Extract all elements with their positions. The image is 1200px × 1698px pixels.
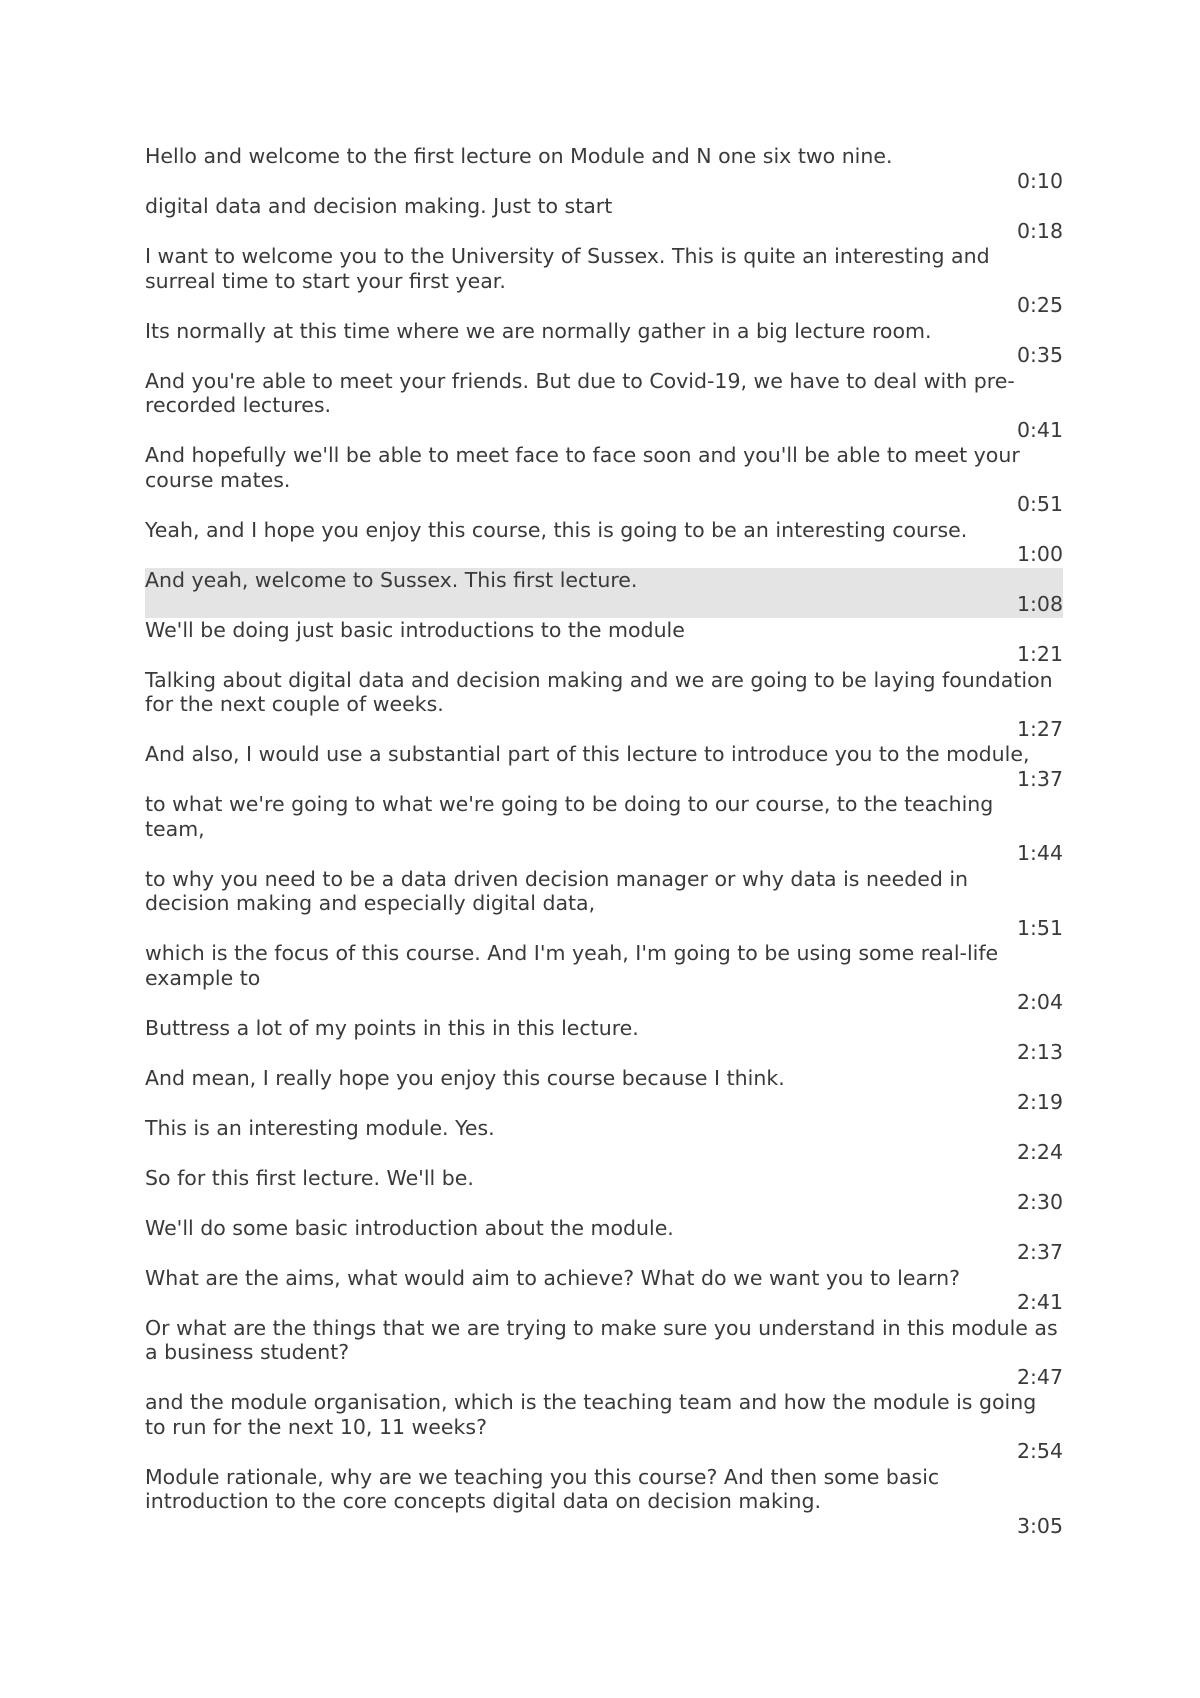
- transcript-entry: [145, 144, 1063, 194]
- transcript-text: What are the aims, what would aim to achieve? What do we want you to learn?: [145, 1265, 960, 1290]
- transcript-text: and the module organisation, which is the teaching team and how the module is going to run for the next 10, 11 weeks?: [145, 1390, 1037, 1439]
- transcript-text: And yeah, welcome to Sussex. This first lecture.: [145, 567, 638, 592]
- timestamp: 0:51: [1016, 492, 1063, 516]
- timestamp: 2:24: [1016, 1140, 1063, 1164]
- transcript-text: Hello and welcome to the first lecture on Module and N one six two nine.: [145, 144, 893, 168]
- timestamp: 2:47: [1016, 1364, 1063, 1389]
- transcript-text: We'll do some basic introduction about the module.: [145, 1215, 674, 1240]
- transcript-text: I want to welcome you to the University of Sussex. This is quite an interesting and surreal time to start your first year.: [145, 244, 990, 293]
- transcript-entry: [145, 194, 1063, 244]
- transcript-entry: [145, 618, 1063, 668]
- transcript-entry: [145, 792, 1063, 867]
- timestamp: 1:51: [1016, 915, 1063, 940]
- timestamp: 0:25: [1016, 293, 1063, 317]
- timestamp: 2:41: [1016, 1290, 1063, 1314]
- timestamp: 0:41: [1016, 417, 1063, 442]
- transcript-entry: [145, 1316, 1063, 1391]
- transcript-text: Buttress a lot of my points in this in this lecture.: [145, 1015, 639, 1040]
- transcript-text: Yeah, and I hope you enjoy this course, this is going to be an interesting course.: [145, 517, 968, 542]
- transcript-entry: [145, 668, 1063, 743]
- transcript-text: And also, I would use a substantial part of this lecture to introduce you to the module,: [145, 742, 1030, 766]
- transcript-text: And hopefully we'll be able to meet face to face soon and you'll be able to meet your course mates.: [145, 443, 1020, 492]
- transcript-text: This is an interesting module. Yes.: [145, 1115, 495, 1140]
- transcript-entry: [145, 518, 1063, 568]
- timestamp: 0:10: [1016, 168, 1063, 193]
- transcript-text: to why you need to be a data driven decision manager or why data is needed in decision making and especially digital data,: [145, 866, 969, 915]
- timestamp: 1:27: [1016, 716, 1063, 741]
- transcript-text: And mean, I really hope you enjoy this course because I think.: [145, 1065, 785, 1090]
- transcript-entry: [145, 369, 1063, 444]
- transcript-text: Or what are the things that we are trying to make sure you understand in this module as a business student?: [145, 1315, 1058, 1364]
- timestamp: 1:00: [1016, 542, 1063, 566]
- timestamp: 2:04: [1016, 990, 1063, 1014]
- transcript-text: So for this first lecture. We'll be.: [145, 1165, 474, 1190]
- timestamp: 2:37: [1016, 1240, 1063, 1264]
- transcript-entry: [145, 1266, 1063, 1316]
- transcript-text: Module rationale, why are we teaching you this course? And then some basic introduction to the core concepts digital data on decision making.: [145, 1464, 940, 1513]
- timestamp: 0:35: [1016, 343, 1063, 367]
- timestamp: 1:21: [1016, 642, 1063, 666]
- timestamp: 2:19: [1016, 1090, 1063, 1114]
- transcript-entry: [145, 941, 1063, 1016]
- transcript-entry: [145, 319, 1063, 369]
- transcript-entry: [145, 568, 1063, 618]
- timestamp: 2:30: [1016, 1190, 1063, 1214]
- transcript-entry: [145, 1066, 1063, 1116]
- transcript-text: to what we're going to what we're going to be doing to our course, to the teaching team,: [145, 792, 994, 841]
- timestamp: 3:05: [1016, 1513, 1063, 1538]
- transcript-entry: [145, 1116, 1063, 1166]
- transcript-text: Its normally at this time where we are normally gather in a big lecture room.: [145, 318, 932, 343]
- transcript-entry: [145, 244, 1063, 319]
- transcript-text: Talking about digital data and decision making and we are going to be laying foundation for the next couple of weeks.: [145, 667, 1053, 716]
- transcript-text: And you're able to meet your friends. But due to Covid-19, we have to deal with pre-recorded lectures.: [145, 368, 1015, 417]
- timestamp: 0:18: [1016, 218, 1063, 243]
- transcript-entry: [145, 1016, 1063, 1066]
- transcript-entry: [145, 867, 1063, 942]
- transcript-entry: [145, 443, 1063, 518]
- transcript-entry: [145, 1465, 1063, 1540]
- timestamp: 1:44: [1016, 841, 1063, 865]
- transcript-entry: [145, 1390, 1063, 1465]
- timestamp: 2:54: [1016, 1439, 1063, 1463]
- transcript-entry: [145, 1166, 1063, 1216]
- transcript-entry: [145, 1216, 1063, 1266]
- timestamp: 1:37: [1016, 766, 1063, 791]
- transcript-entry: [145, 742, 1063, 792]
- timestamp: 1:08: [1016, 592, 1063, 616]
- transcript-text: digital data and decision making. Just to start: [145, 194, 613, 218]
- transcript: [145, 144, 1063, 1539]
- transcript-text: which is the focus of this course. And I'm yeah, I'm going to be using some real-life example to: [145, 941, 999, 990]
- timestamp: 2:13: [1016, 1040, 1063, 1064]
- transcript-text: We'll be doing just basic introductions to the module: [145, 617, 685, 642]
